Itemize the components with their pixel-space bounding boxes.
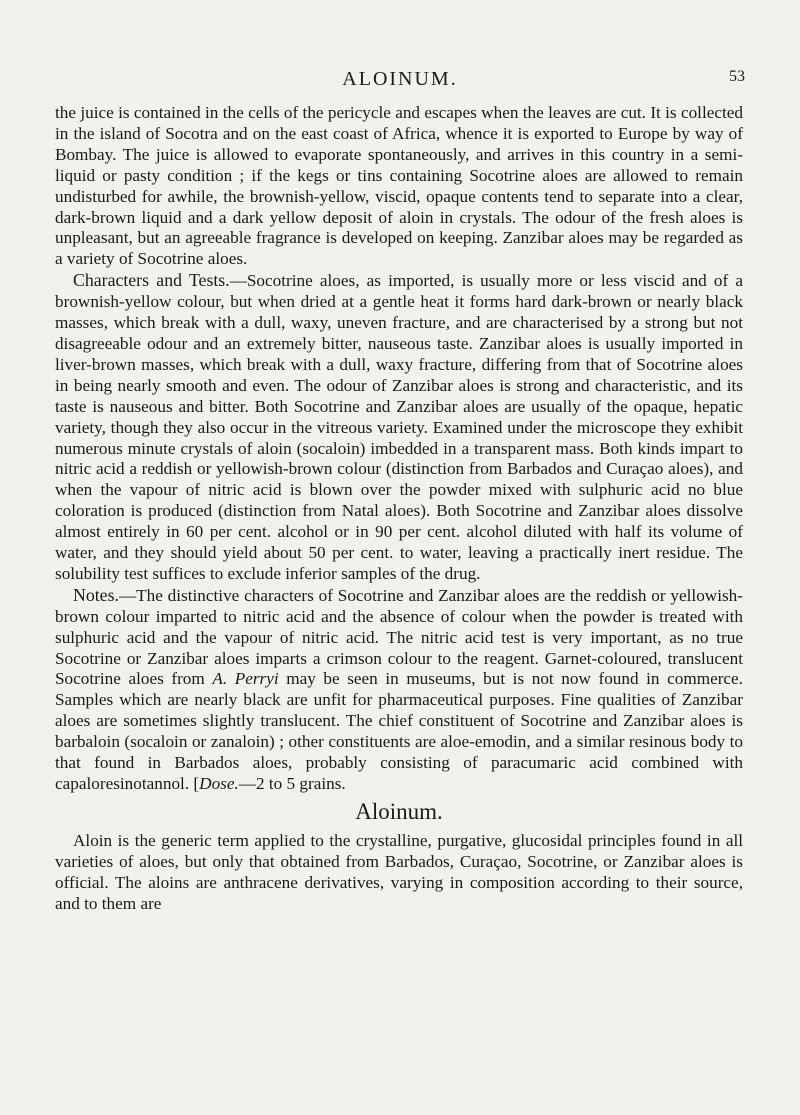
section-title: Aloinum. bbox=[355, 798, 443, 824]
page-number: 53 bbox=[729, 68, 745, 85]
paragraph-aloin: Aloin is the generic term applied to the crystalline, purgative, glucosidal principles found in all varieties of aloes, but only that obtained from Barbados, Curaçao, Socotrine, or Zanzibar aloes is official. The aloins are anthracene derivatives, varying in composition according to their source, and to them are bbox=[55, 830, 743, 913]
body-text bbox=[55, 103, 743, 915]
characters-text: Socotrine aloes, as imported, is usually more or less viscid and of a brownish-yellow colour, but when dried at a gentle heat it forms hard dark-brown or nearly black masses, which break with a dull, waxy, uneven fracture, and are characterised by a strong but not disagreeable odour and an extremely bitter, nauseous taste. Zanzibar aloes is usually imported in liver-brown masses, which break with a dull, waxy fracture, differing from that of Socotrine aloes in being nearly smooth and even. The odour of Zanzibar aloes is strong and characteristic, and its taste is nauseous and bitter. Both Socotrine and Zanzibar aloes are usually of the opaque, hepatic variety, though they also occur in the vitreous variety. Examined under the microscope they exhibit numerous minute crystals of aloin (socaloin) imbedded in a transparent mass. Both kinds impart to nitric acid a reddish or yellowish-brown colour (distinction from Barbados and Curaçao aloes), and when the vapour of nitric acid is blown over the powder mixed with sulphuric acid no blue coloration is produced (distinction from Natal aloes). Both Socotrine and Zanzibar aloes dissolve almost entirely in 60 per cent. alcohol or in 90 per cent. alcohol diluted with half its volume of water, and they should yield about 50 per cent. to water, leaving a practically inert residue. The solubility test suffices to exclude inferior samples of the drug. bbox=[55, 271, 743, 583]
running-head bbox=[55, 68, 745, 98]
notes-heading: Notes. bbox=[73, 584, 119, 605]
dose-label: Dose. bbox=[199, 774, 239, 793]
notes-dash: — bbox=[118, 585, 137, 605]
notes-text-2: may be seen in museums, but is not now found in commerce. Samples which are nearly black are unfit for pharmaceutical purposes. Fine qualities of Zanzibar aloes are sometimes slightly translucent. The chief constituent of Socotrine and Zanzibar aloes is barbaloin (socaloin or zanaloin) ; other constituents are aloe-emodin, and a similar resinous body to that found in Barbados aloes, probably consisting of paracumaric acid combined with capaloresinotannol. bbox=[55, 669, 743, 793]
paragraph-characters bbox=[55, 270, 743, 585]
dose-open: [ bbox=[189, 774, 200, 793]
characters-dash: — bbox=[229, 271, 247, 291]
paragraph-intro: the juice is contained in the cells of the pericycle and escapes when the leaves are cut. It is collected in the island of Socotra and on the east coast of Africa, whence it is exported to Europe by way of Bombay. The juice is allowed to evaporate spontaneously, and arrives in this country in a semi-liquid or pasty condition ; if the kegs or tins containing Socotrine aloes are allowed to remain undisturbed for awhile, the brownish-yellow, viscid, opaque contents tend to separate into a clear, dark-brown liquid and a dark yellow deposit of aloin in crystals. The odour of the fresh aloes is unpleasant, but an agreeable fragrance is developed on keeping. Zanzibar aloes may be regarded as a variety of Socotrine aloes. bbox=[55, 103, 743, 269]
running-title: ALOINUM. bbox=[342, 68, 458, 90]
notes-text-1: The distinctive characters of Socotrine and Zanzibar aloes are the reddish or yellowish-brown colour imparted to nitric acid and the absence of colour when the powder is treated with sulphuric acid and the vapour of nitric acid. The nitric acid test is very important, as no true Socotrine or Zanzibar aloes imparts a crimson colour to the reagent. Garnet-coloured, translucent Socotrine aloes from bbox=[55, 585, 743, 689]
dose-value: —2 to 5 grains. bbox=[238, 774, 346, 793]
species-name: A. Perryi bbox=[212, 669, 279, 689]
paragraph-notes bbox=[55, 585, 743, 795]
characters-heading: Characters and Tests. bbox=[73, 270, 230, 291]
